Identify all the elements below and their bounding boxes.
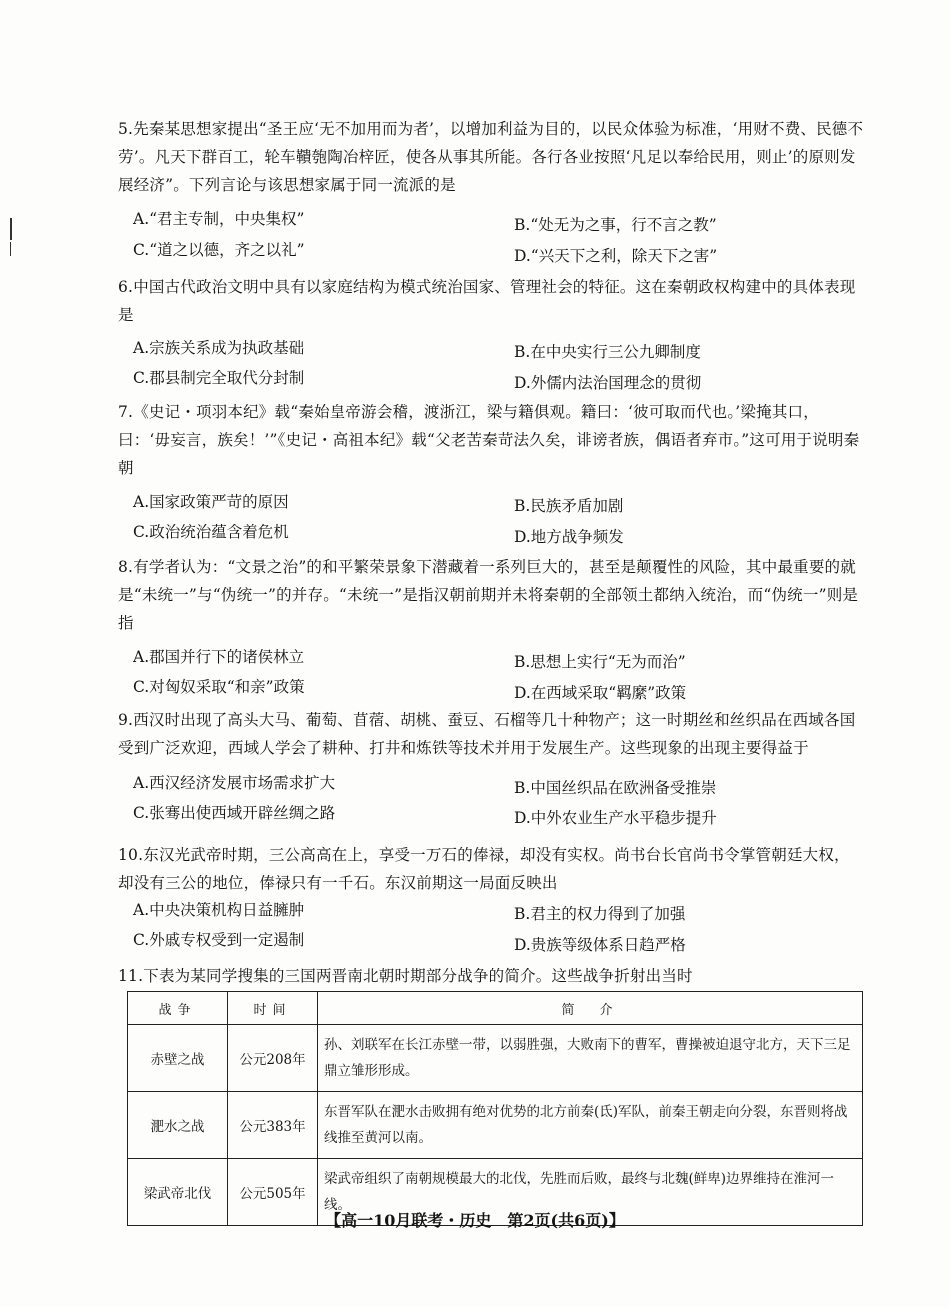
question-9-option-d: D.中外农业生产水平稳步提升 [514,809,717,827]
question-5-option-d: D.“兴天下之利，除天下之害” [514,247,718,265]
question-10-option-a: A.中央决策机构日益臃肿 [133,901,305,919]
table-header-cell: 简 介 [318,992,863,1025]
table-row [128,1025,863,1092]
table-header-cell: 时间 [228,992,318,1025]
question-9-option-c: C.张骞出使西域开辟丝绸之路 [133,804,336,822]
question-5-option-b: B.“处无为之事，行不言之教” [514,216,717,234]
war-description-cell: 梁武帝组织了南朝规模最大的北伐，先胜而后败，最终与北魏(鲜卑)边界维持在淮河一线。 [318,1159,863,1226]
wars-table [127,991,863,1226]
page-footer: 【高一10月联考・历史 第2页(共6页)】 [325,1211,625,1230]
table-header-cell: 战争 [128,992,228,1025]
question-9-stem: 9.西汉时出现了高头大马、葡萄、苜蓿、胡桃、蚕豆、石榴等几十种物产；这一时期丝和丝织品在西域各国受到广泛欢迎，西域人学会了耕种、打井和炼铁等技术并用于发展生产。这些现象的出现主要得益于 [118,711,856,757]
question-9-option-b: B.中国丝织品在欧洲备受推崇 [514,779,717,797]
question-10-option-c: C.外戚专权受到一定遏制 [133,931,305,949]
question-10-stem: 10.东汉光武帝时期，三公高高在上，享受一万石的俸禄，却没有实权。尚书台长官尚书令掌管朝廷大权，却没有三公的地位，俸禄只有一千石。东汉前期这一局面反映出 [118,846,850,892]
question-5-option-a: A.“君主专制，中央集权” [133,210,305,228]
question-8-option-c: C.对匈奴采取“和亲”政策 [133,678,305,696]
binding-line-mark [10,218,12,240]
question-9-option-a: A.西汉经济发展市场需求扩大 [133,774,336,792]
table-row [128,1092,863,1159]
question-8-option-b: B.思想上实行“无为而治” [514,653,686,671]
question-7-stem: 7.《史记・项羽本纪》载“秦始皇帝游会稽，渡浙江，梁与籍俱观。籍曰：‘彼可取而代也。’梁掩其口，曰：‘毋妄言，族矣！’”《史记・高祖本纪》载“父老苦秦苛法久矣，诽谤者族，偶语者弃市。”这可用于说明秦朝 [118,403,860,477]
table-header-row [128,992,863,1025]
binding-line-mark [10,242,11,256]
question-7-option-b: B.民族矛盾加剧 [514,497,624,515]
question-6-stem: 6.中国古代政治文明中具有以家庭结构为模式统治国家、管理社会的特征。这在秦朝政权构建中的具体表现是 [118,278,856,324]
war-date-cell: 公元208年 [228,1025,318,1092]
question-11-stem: 11.下表为某同学搜集的三国两晋南北朝时期部分战争的简介。这些战争折射出当时 [118,967,693,985]
question-6-option-a: A.宗族关系成为执政基础 [133,339,305,357]
war-date-cell: 公元505年 [228,1159,318,1226]
question-10-option-b: B.君主的权力得到了加强 [514,905,686,923]
question-5-stem: 5.先秦某思想家提出“圣王应‘无不加用而为者’，以增加利益为目的，以民众体验为标准，‘用财不费、民德不劳’。凡天下群百工，轮车鞼匏陶冶梓匠，使各从事其所能。各行各业按照‘凡足以奉给民用，则止’的原则发展经济”。下列言论与该思想家属于同一流派的是 [118,120,864,194]
question-7-option-d: D.地方战争频发 [514,528,624,546]
war-description-cell: 东晋军队在淝水击败拥有绝对优势的北方前秦(氐)军队，前秦王朝走向分裂，东晋则将战线推至黄河以南。 [318,1092,863,1159]
question-5-option-c: C.“道之以德，齐之以礼” [133,241,305,259]
question-7-option-c: C.政治统治蕴含着危机 [133,523,289,541]
question-8-stem: 8.有学者认为：“文景之治”的和平繁荣景象下潜藏着一系列巨大的，甚至是颠覆性的风险，其中最重要的就是“未统一”与“伪统一”的并存。“未统一”是指汉朝前期并未将秦朝的全部领土都纳入统治，而“伪统一”则是指 [118,558,859,632]
question-7-option-a: A.国家政策严苛的原因 [133,493,289,511]
question-8-option-a: A.郡国并行下的诸侯林立 [133,648,305,666]
war-name-cell: 梁武帝北伐 [128,1159,228,1226]
question-10-option-d: D.贵族等级体系日趋严格 [514,936,686,954]
question-6-option-d: D.外儒内法治国理念的贯彻 [514,374,702,392]
question-8-option-d: D.在西域采取“羁縻”政策 [514,684,687,702]
war-name-cell: 赤壁之战 [128,1025,228,1092]
war-name-cell: 淝水之战 [128,1092,228,1159]
war-description-cell: 孙、刘联军在长江赤壁一带，以弱胜强，大败南下的曹军，曹操被迫退守北方，天下三足鼎立雏形形成。 [318,1025,863,1092]
war-date-cell: 公元383年 [228,1092,318,1159]
question-6-option-c: C.郡县制完全取代分封制 [133,369,305,387]
question-6-option-b: B.在中央实行三公九卿制度 [514,343,701,361]
